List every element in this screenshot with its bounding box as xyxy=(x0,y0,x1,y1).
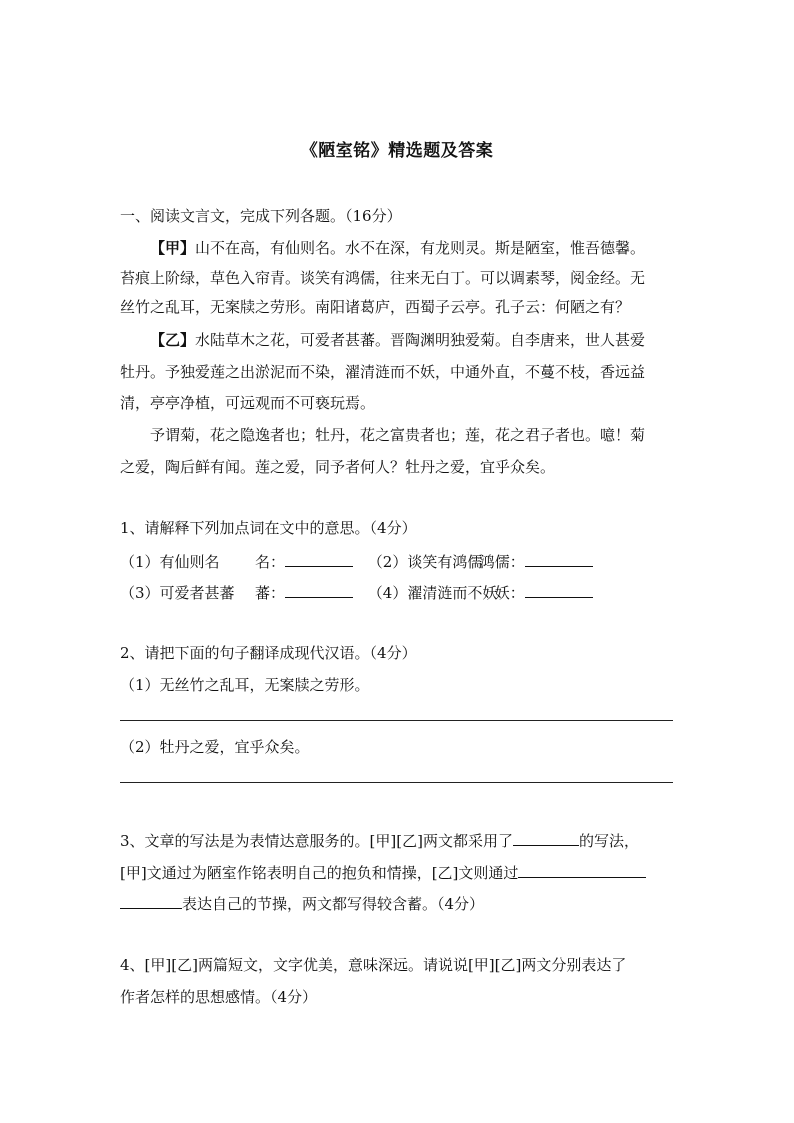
question-3-line-2: [甲]文通过为陋室作铭表明自己的抱负和情操，[乙]文则通过 xyxy=(120,861,646,883)
passage-jia-line-1: 【甲】山不在高，有仙则名。水不在深，有龙则灵。斯是陋室，惟吾德馨。 xyxy=(150,239,646,257)
passage-jia-line-3: 丝竹之乱耳，无案牍之劳形。南阳诸葛庐，西蜀子云亭。孔子云：何陋之有？ xyxy=(120,298,631,316)
question-2-sentence-1: （1）无丝竹之乱耳，无案牍之劳形。 xyxy=(120,676,370,694)
question-1-row-2: （3）可爱者甚蕃 蕃： （4）濯清涟而不妖妖： xyxy=(120,581,593,603)
answer-blank-1[interactable] xyxy=(285,550,353,567)
answer-blank-5[interactable] xyxy=(513,829,579,846)
passage-tag: 【甲】 xyxy=(150,239,196,257)
passage-jia-line-2: 苔痕上阶绿，草色入帘青。谈笑有鸿儒，往来无白丁。可以调素琴，阅金经。无 xyxy=(120,269,646,287)
question-4-line-2: 作者怎样的思想感情。（4分） xyxy=(120,988,318,1006)
answer-blank-2[interactable] xyxy=(525,550,593,567)
passage-yi-line-2: 牡丹。予独爱莲之出淤泥而不染，濯清涟而不妖，中通外直，不蔓不枝，香远益 xyxy=(120,363,646,381)
passage-yi-line-3: 清，亭亭净植，可远观而不可亵玩焉。 xyxy=(120,394,376,412)
passage-tag: 【乙】 xyxy=(150,331,196,349)
answer-blank-3[interactable] xyxy=(285,581,353,598)
question-3-line-1: 3、文章的写法是为表情达意服务的。[甲][乙]两文都采用了 的写法， xyxy=(120,829,639,851)
answer-line-1[interactable] xyxy=(120,720,673,721)
page-title: 《陋室铭》精选题及答案 xyxy=(300,141,494,161)
passage-yi-line-1: 【乙】水陆草木之花，可爱者甚蕃。晋陶渊明独爱菊。自李唐来，世人甚爱 xyxy=(150,331,646,349)
answer-blank-4[interactable] xyxy=(525,581,593,598)
passage-yi-line-5: 之爱，陶后鲜有闻。莲之爱，同予者何人？牡丹之爱，宜乎众矣。 xyxy=(120,458,556,476)
section-heading: 一、阅读文言文，完成下列各题。（16分） xyxy=(120,207,402,225)
question-3-line-3: 表达自己的节操，两文都写得较含蓄。（4分） xyxy=(120,892,484,914)
question-1-row-1: （1）有仙则名 名： （2）谈笑有鸿儒鸿儒： xyxy=(120,550,593,572)
answer-line-2[interactable] xyxy=(120,782,673,783)
passage-yi-line-4: 予谓菊，花之隐逸者也；牡丹，花之富贵者也；莲，花之君子者也。噫！菊 xyxy=(150,426,646,444)
question-1-stem: 1、请解释下列加点词在文中的意思。（4分） xyxy=(120,519,417,537)
question-4-line-1: 4、[甲][乙]两篇短文，文字优美，意味深远。请说说[甲][乙]两文分别表达了 xyxy=(120,956,627,974)
question-2-sentence-2: （2）牡丹之爱，宜乎众矣。 xyxy=(120,738,310,756)
answer-blank-7[interactable] xyxy=(120,892,182,909)
answer-blank-6[interactable] xyxy=(518,861,646,878)
question-2-stem: 2、请把下面的句子翻译成现代汉语。（4分） xyxy=(120,644,417,662)
